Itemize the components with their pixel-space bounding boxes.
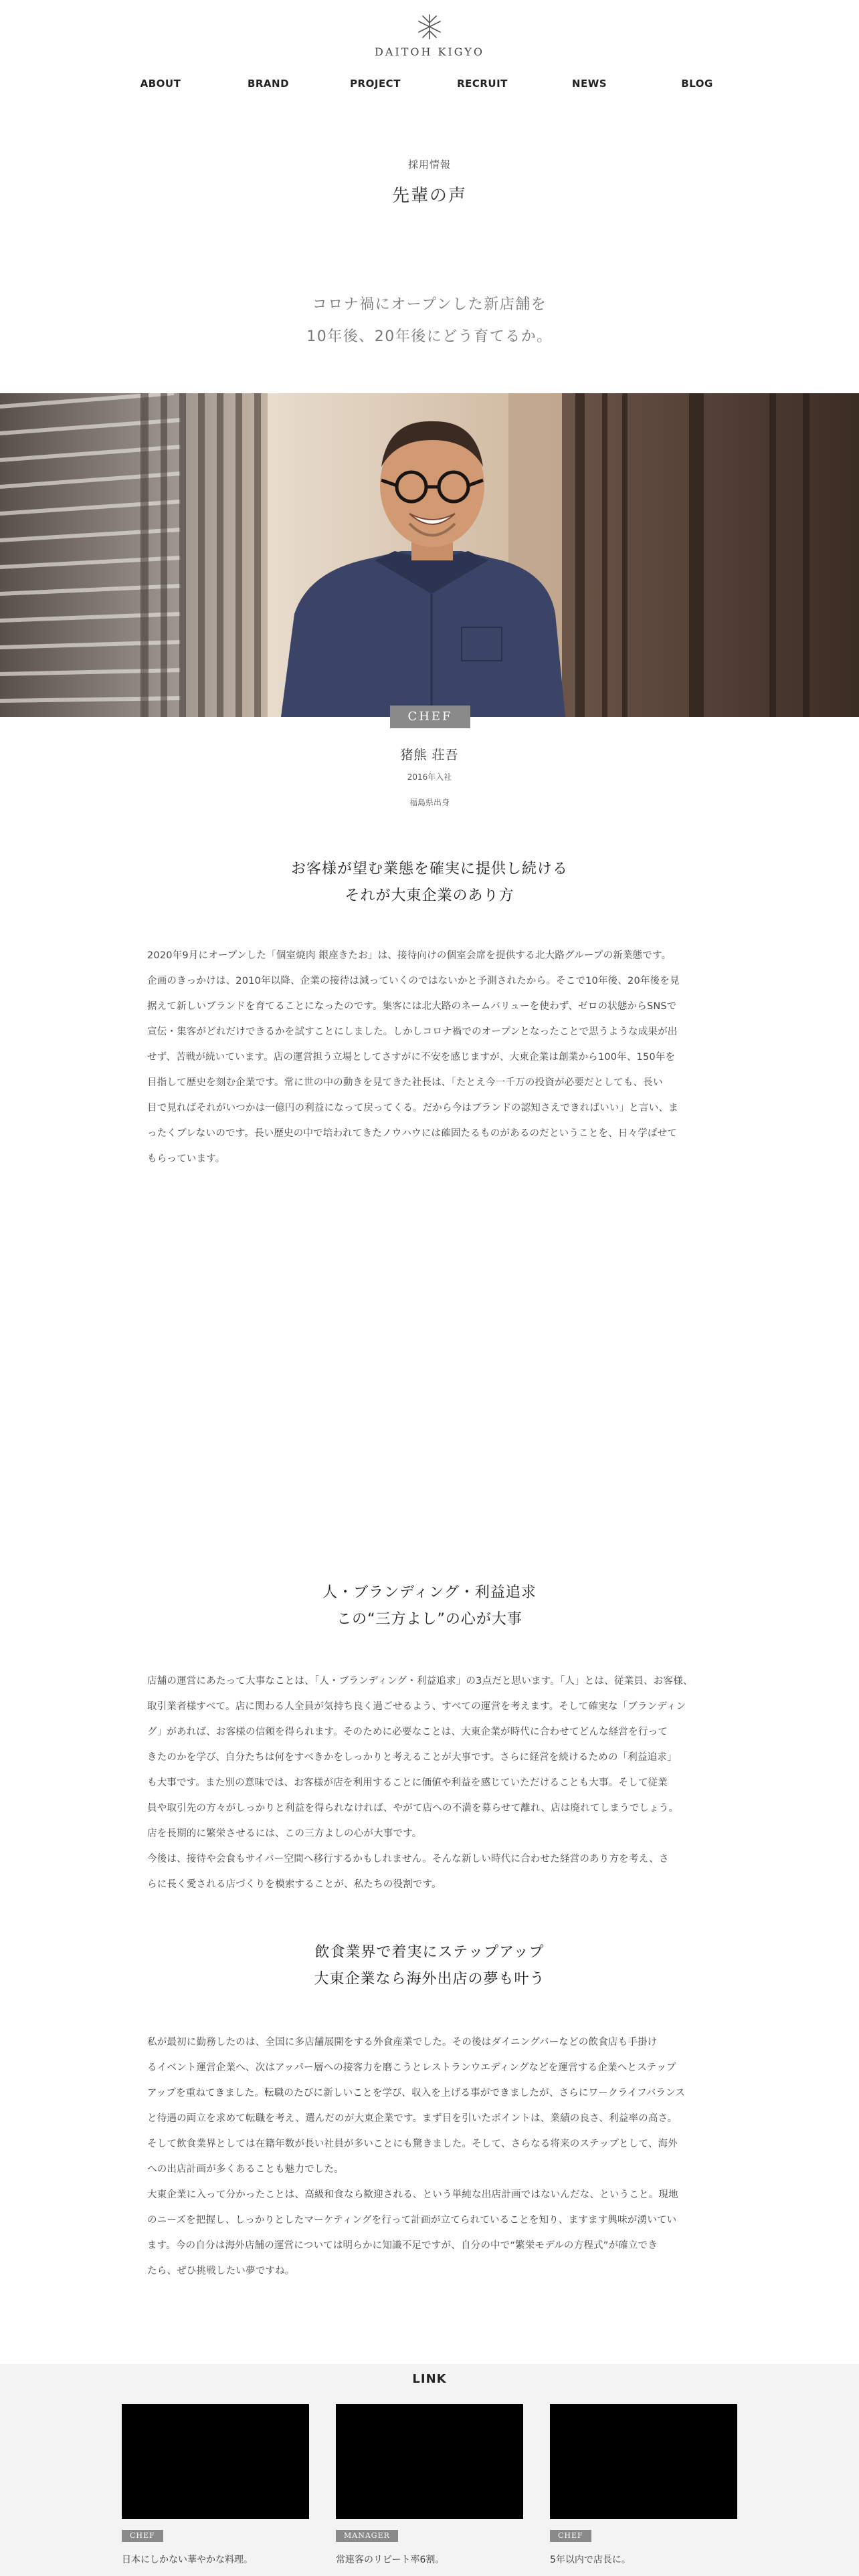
chef-portrait-image [0, 393, 859, 717]
section-2-line: グ」があれば、お客様の信頼を得られます。そのために必要なことは、大東企業が時代に合わせてどんな経営を行って [147, 1727, 668, 1737]
section-2-heading [0, 1580, 859, 1633]
card-caption[interactable]: 5年以内で店長に。 [550, 2555, 631, 2565]
nav-item-blog[interactable]: BLOG [681, 78, 713, 90]
section-3-heading-line-1: 飲食業界で着実にステップアップ [314, 1944, 545, 1961]
page-title: 先輩の声 [391, 186, 467, 206]
asterisk-flower-icon[interactable] [415, 12, 444, 41]
section-1-line: せず、苦戦が続いています。店の運営担う立場としてさすがに不安を感じますが、大東企業は創業から100年、150年を [147, 1052, 676, 1063]
section-3-line: のニーズを把握し、しっかりとしたマーケティングを行って計画が立てられていることを知り、ますます興味が湧いてい [147, 2215, 677, 2226]
site-header [0, 0, 859, 107]
nav-item-project[interactable]: PROJECT [350, 78, 401, 90]
main-nav [0, 78, 859, 94]
card-thumbnail[interactable] [336, 2404, 523, 2519]
card-caption[interactable]: 日本にしかない華やかな料理。 [122, 2555, 253, 2565]
hero-photo [0, 393, 859, 717]
section-2-line: 今後は、接待や会食もサイバー空間へ移行するかもしれません。そんな新しい時代に合わせた経営のあり方を考え、さ [147, 1854, 669, 1864]
section-1-line: 目指して歴史を刻む企業です。常に世の中の動きを見てきた社長は、「たとえ今一千万の投資が必要だとしても、長い [147, 1077, 663, 1088]
lead-text [0, 289, 859, 353]
section-2-line: 店を長期的に繁栄させるには、この三方よしの心が大事です。 [147, 1828, 422, 1839]
section-2-line: 員や取引先の方々がしっかりと利益を得られなければ、やがて店への不満を募らせて離れ、店は廃れてしまうでしょう。 [147, 1803, 679, 1814]
section-1-line: 据えて新しいブランドを育てることになったのです。集客には北大路のネームバリューを使わず、ゼロの状態からSNSで [147, 1001, 677, 1012]
page-subtitle: 採用情報 [407, 158, 451, 171]
role-badge: CHEF [390, 706, 470, 728]
link-card-3[interactable] [550, 2404, 737, 2576]
section-2-body [147, 1669, 712, 1897]
link-card-2[interactable] [336, 2404, 523, 2576]
section-3-line: 大東企業に入って分かったことは、高級和食なら歓迎される、という単純な出店計画ではないんだな、ということ。現地 [147, 2189, 678, 2200]
section-2-line: 取引業者様すべて。店に関わる人全員が気持ち良く過ごせるよう、すべての運営を考えます。そして確実な「ブランディン [147, 1701, 686, 1712]
section-3-heading-line-2: 大東企業なら海外出店の夢も叶う [314, 1971, 545, 1988]
card-thumbnail[interactable] [122, 2404, 309, 2519]
section-1-line: 2020年9月にオープンした「個室焼肉 銀座きたお」は、接待向けの個室会席を提供する北大路グループの新業態です。 [147, 950, 672, 961]
section-1-line: もらっています。 [147, 1154, 225, 1164]
section-2-line: 店舗の運営にあたって大事なことは、「人・ブランディング・利益追求」の3点だと思います。「人」とは、従業員、お客様、 [147, 1676, 693, 1687]
section-2-line: きたのかを学び、自分たちは何をすべきかをしっかりと考えることが大事です。さらに経営を続けるための「利益追求」 [147, 1752, 677, 1763]
section-3-line: アップを重ねてきました。転職のたびに新しいことを学び、収入を上げる事ができましたが、さらにワークライフバランス [147, 2088, 686, 2099]
person-name: 猪熊 荘吾 [400, 748, 459, 762]
nav-item-recruit[interactable]: RECRUIT [457, 78, 508, 90]
card-role-badge: CHEF [550, 2530, 591, 2542]
section-2-heading-line-1: 人・ブランディング・利益追求 [322, 1584, 537, 1601]
section-3-line: たら、ぜひ挑戦したい夢ですね。 [147, 2266, 295, 2276]
section-3-body [147, 2030, 712, 2284]
section-3-line: 私が最初に勤務したのは、全国に多店舗展開をする外食産業でした。その後はダイニングバーなどの飲食店も手掛け [147, 2037, 658, 2048]
section-1-line: 宣伝・集客がどれだけできるかを試すことにしました。しかしコロナ禍でのオープンとなったことで思うような成果が出 [147, 1027, 678, 1037]
link-section-title: LINK [412, 2372, 447, 2386]
card-thumbnail[interactable] [550, 2404, 737, 2519]
nav-item-brand[interactable]: BRAND [247, 78, 290, 90]
section-1-heading-line-2: それが大東企業のあり方 [345, 887, 514, 904]
person-hometown: 福島県出身 [409, 798, 450, 807]
nav-item-about[interactable]: ABOUT [140, 78, 181, 90]
nav-item-news[interactable]: NEWS [571, 78, 607, 90]
section-3-line: そして飲食業界としては在籍年数が長い社員が多いことにも驚きました。そして、さらなる将来のステップとして、海外 [147, 2139, 678, 2149]
section-1-line: 企画のきっかけは、2010年以降、企業の接待は減っていくのではないかと予測されたから。そこで10年後、20年後を見 [147, 976, 680, 986]
section-1-heading [0, 856, 859, 909]
section-2-line: らに長く愛される店づくりを模索することが、私たちの役割です。 [147, 1879, 442, 1890]
card-caption[interactable]: 常連客のリピート率6割。 [336, 2555, 445, 2565]
section-1-line: 目で見ればそれがいつかは一億円の利益になって戻ってくる。だから今はブランドの認知さえできればいい」と言い、ま [147, 1103, 678, 1113]
section-3-line: ます。今の自分は海外店舗の運営については明らかに知識不足ですが、自分の中で“繁栄モデルの方程式”が確立でき [147, 2240, 658, 2251]
section-3-line: への出店計画が多くあることも魅力でした。 [147, 2164, 344, 2175]
section-2-line: も大事です。また別の意味では、お客様が店を利用することに価値や利益を感じていただけることも大事。そして従業 [147, 1778, 668, 1788]
section-1-body [147, 943, 712, 1172]
section-3-line: と待遇の両立を求めて転職を考え、選んだのが大東企業です。まず目を引いたポイントは、業績の良さ、利益率の高さ。 [147, 2113, 678, 2124]
lead-line-2: 10年後、20年後にどう育てるか。 [306, 328, 553, 345]
card-role-badge: MANAGER [336, 2530, 398, 2542]
person-joined: 2016年入社 [407, 772, 452, 782]
link-card-1[interactable] [122, 2404, 309, 2576]
section-2-heading-line-2: この“三方よし”の心が大事 [337, 1611, 522, 1628]
logo-text[interactable]: DAITOH KIGYO [375, 45, 484, 58]
section-3-line: るイベント運営企業へ、次はアッパー層への接客力を磨こうとレストランウエディングなどを運営する企業へとステップ [147, 2062, 676, 2073]
section-1-line: ったくブレないのです。長い歴史の中で培われてきたノウハウには確固たるものがあるのだということを、日々学ばせて [147, 1128, 678, 1139]
card-role-badge: CHEF [122, 2530, 163, 2542]
lead-line-1: コロナ禍にオープンした新店舗を [312, 296, 547, 313]
section-3-heading [0, 1939, 859, 1993]
link-section [0, 2364, 859, 2576]
section-1-heading-line-1: お客様が望む業態を確実に提供し続ける [290, 861, 568, 877]
